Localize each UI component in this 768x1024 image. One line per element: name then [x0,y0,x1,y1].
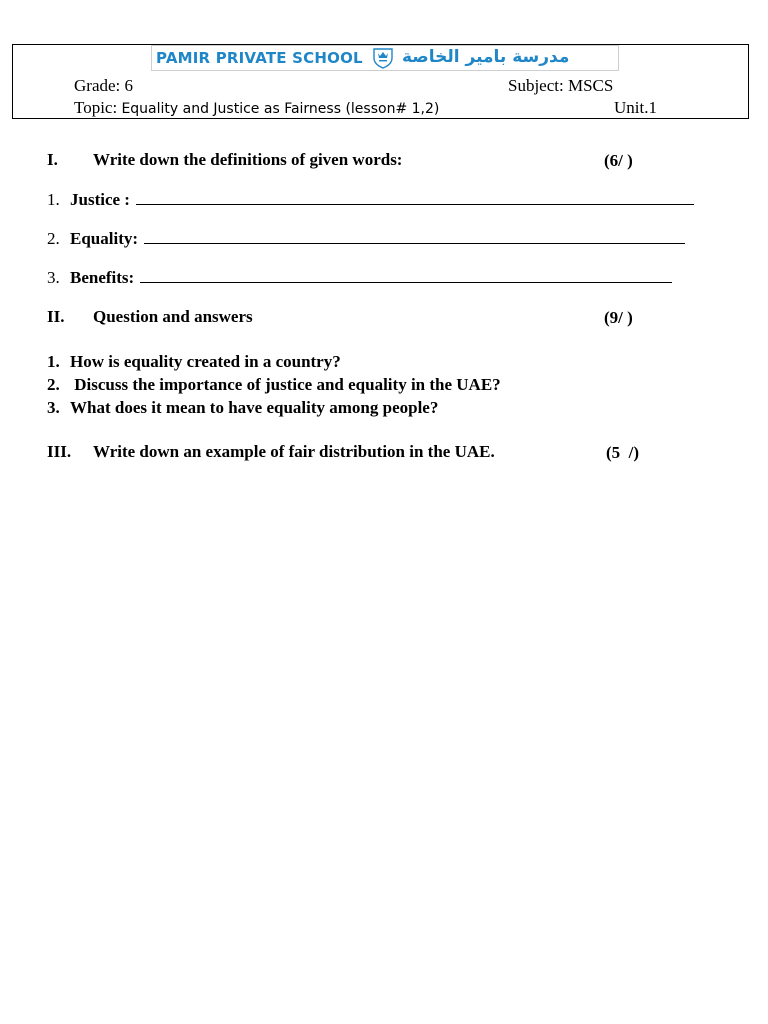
item-number: 1. [47,190,60,209]
answer-line[interactable] [140,268,672,283]
topic-label: Topic: [74,98,118,117]
question-text: How is equality created in a country? [70,352,341,371]
school-name-en: PAMIR PRIVATE SCHOOL [156,49,363,67]
unit: Unit.1 [614,98,657,117]
item-label: Benefits: [70,268,135,287]
header-box [12,44,749,119]
question-item [47,398,438,418]
item-number: 2. [47,229,60,248]
grade: Grade: 6 [74,76,134,95]
definition-item-justice [47,190,694,210]
subject: Subject: MSCS [508,76,614,95]
definition-item-benefits [47,268,672,288]
topic-value: Equality and Justice as Fairness (lesson# 1,2) [121,101,440,117]
section1-marks: (6/ ) [604,151,633,170]
item-label: Equality: [70,229,139,248]
question-number: 3. [47,398,60,417]
answer-line[interactable] [136,190,694,205]
answer-line[interactable] [144,229,685,244]
crest-icon [371,47,395,69]
section2-marks: (9/ ) [604,308,633,327]
school-name-ar: مدرسة بامير الخاصة [402,47,570,67]
section1-numeral: I. [47,150,58,169]
question-text: What does it mean to have equality among people? [70,398,439,417]
item-label: Justice : [70,190,130,209]
question-number: 2. [47,375,60,394]
section3-title: Write down an example of fair distribution in the UAE. [93,442,495,461]
question-number: 1. [47,352,60,371]
section2-title: Question and answers [93,307,253,326]
question-item [47,375,501,395]
section1-title: Write down the definitions of given words: [93,150,403,169]
section3-numeral: III. [47,442,72,461]
definition-item-equality [47,229,685,249]
section3-marks: (5 /) [606,443,640,462]
school-logo [151,45,619,71]
item-number: 3. [47,268,60,287]
question-item [47,352,341,372]
topic [74,98,439,118]
section2-numeral: II. [47,307,65,326]
question-text: Discuss the importance of justice and equality in the UAE? [70,375,501,394]
